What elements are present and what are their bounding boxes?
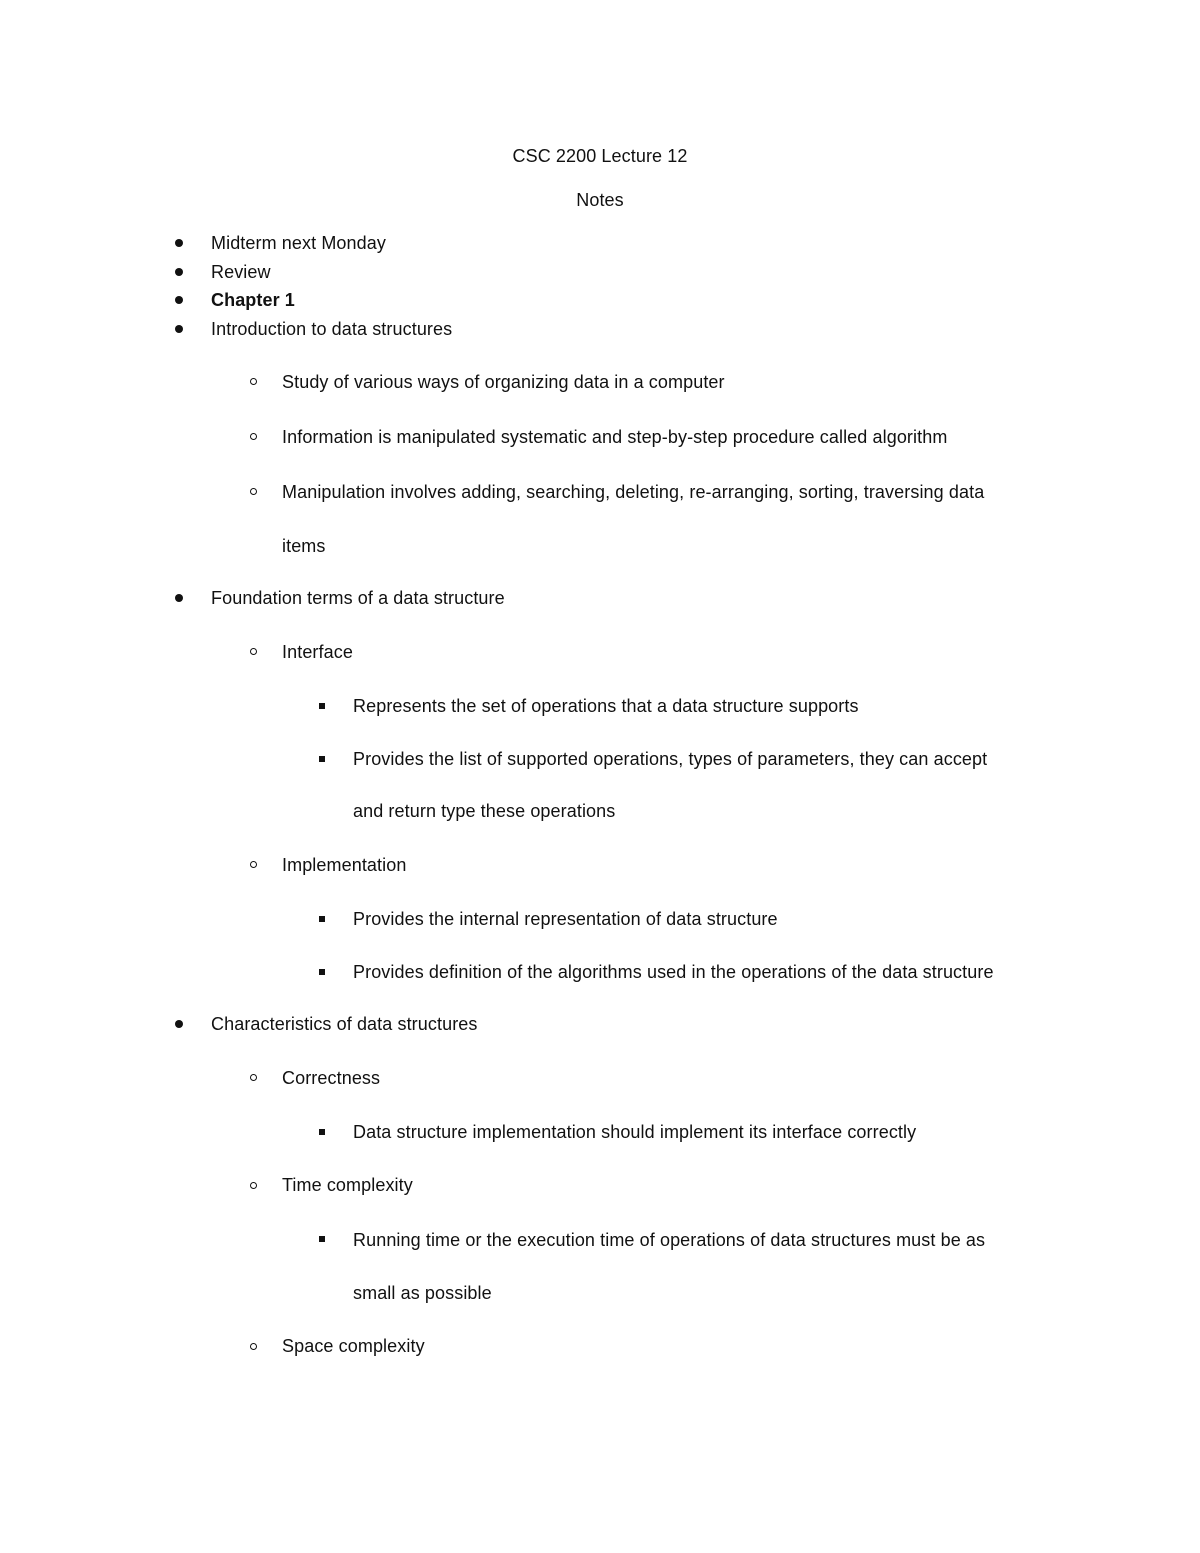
list-item: Provides the list of supported operations, types of parameters, they can accept xyxy=(353,749,988,769)
list-item-continuation: small as possible xyxy=(353,1283,492,1303)
bullet-icon xyxy=(175,239,183,247)
list-item: Information is manipulated systematic and step-by-step procedure called algorithm xyxy=(282,427,948,447)
list-item: Midterm next Monday xyxy=(211,233,386,253)
bullet-icon xyxy=(175,268,183,276)
list-item: Manipulation involves adding, searching, deleting, re-arranging, sorting, traversing data xyxy=(282,482,985,502)
list-item: Provides the internal representation of data structure xyxy=(353,909,778,929)
list-item: Chapter 1 xyxy=(211,290,295,310)
sub-bullet-icon xyxy=(250,861,257,868)
list-item: Correctness xyxy=(282,1068,381,1088)
square-bullet-icon xyxy=(319,1236,325,1242)
sub-bullet-icon xyxy=(250,378,257,385)
list-item: Space complexity xyxy=(282,1336,425,1356)
list-item: Data structure implementation should implement its interface correctly xyxy=(353,1122,917,1142)
sub-bullet-icon xyxy=(250,433,257,440)
list-item: Characteristics of data structures xyxy=(211,1014,478,1034)
square-bullet-icon xyxy=(319,756,325,762)
list-item: Interface xyxy=(282,642,353,662)
document-title: CSC 2200 Lecture 12 xyxy=(512,146,688,166)
list-item: Introduction to data structures xyxy=(211,319,453,339)
bullet-icon xyxy=(175,325,183,333)
list-item: Provides definition of the algorithms used in the operations of the data structure xyxy=(353,962,994,982)
sub-bullet-icon xyxy=(250,648,257,655)
bullet-icon xyxy=(175,594,183,602)
square-bullet-icon xyxy=(319,703,325,709)
list-item: Running time or the execution time of operations of data structures must be as xyxy=(353,1230,986,1250)
list-item-continuation: and return type these operations xyxy=(353,801,616,821)
square-bullet-icon xyxy=(319,916,325,922)
sub-bullet-icon xyxy=(250,1343,257,1350)
list-item: Time complexity xyxy=(282,1175,413,1195)
sub-bullet-icon xyxy=(250,1182,257,1189)
list-item: Foundation terms of a data structure xyxy=(211,588,505,608)
square-bullet-icon xyxy=(319,969,325,975)
sub-bullet-icon xyxy=(250,1074,257,1081)
sub-bullet-icon xyxy=(250,488,257,495)
list-item: Study of various ways of organizing data in a computer xyxy=(282,372,725,392)
bullet-icon xyxy=(175,296,183,304)
list-item-continuation: items xyxy=(282,536,326,556)
list-item: Implementation xyxy=(282,855,407,875)
document-subtitle: Notes xyxy=(576,190,624,210)
list-item: Represents the set of operations that a data structure supports xyxy=(353,696,859,716)
square-bullet-icon xyxy=(319,1129,325,1135)
list-item: Review xyxy=(211,262,271,282)
bullet-icon xyxy=(175,1020,183,1028)
